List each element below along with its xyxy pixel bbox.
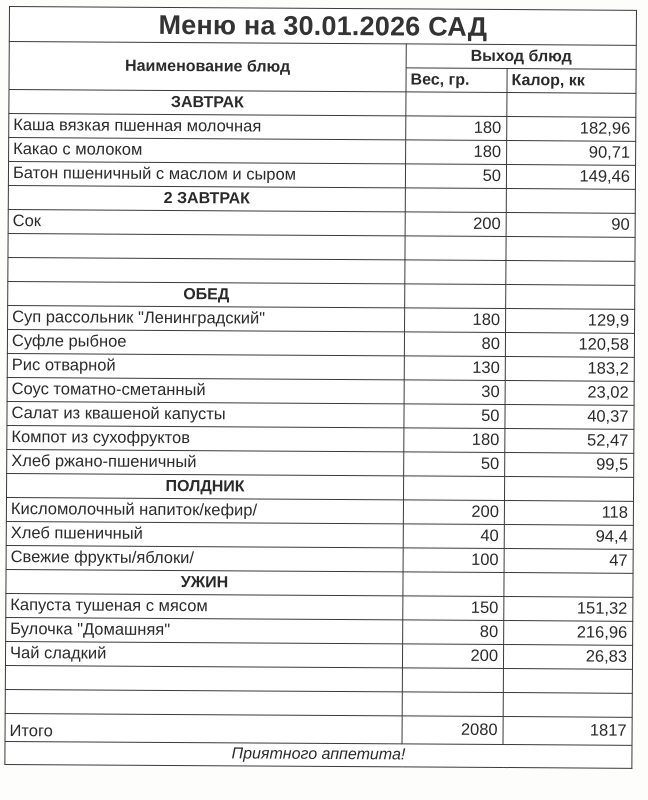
dish-calories: 120,58 <box>505 333 634 358</box>
dish-weight: 50 <box>404 452 505 477</box>
dish-name: Хлеб ржано-пшеничный <box>7 449 404 475</box>
dish-name <box>5 665 402 691</box>
dish-name: Сок <box>8 209 405 235</box>
dish-weight <box>402 692 503 717</box>
dish-weight: 80 <box>403 620 504 645</box>
dish-calories: 23,02 <box>505 381 634 406</box>
dish-weight: 40 <box>403 524 504 549</box>
dish-weight: 180 <box>406 140 507 165</box>
dish-calories <box>503 693 632 718</box>
menu-sheet <box>4 6 636 769</box>
total-weight: 2080 <box>402 716 503 745</box>
section-label: ЗАВТРАК <box>9 90 406 116</box>
dish-weight: 50 <box>404 404 505 429</box>
dish-calories <box>503 669 632 694</box>
dish-name: Какао с молоком <box>9 138 406 164</box>
dish-weight: 180 <box>405 308 506 333</box>
dish-name <box>8 257 405 283</box>
total-label: Итого <box>5 713 402 743</box>
dish-name: Салат из квашеной капусты <box>7 401 404 427</box>
dish-calories: 118 <box>504 501 633 526</box>
dish-name: Булочка "Домашняя" <box>6 617 403 643</box>
dish-name: Рис отварной <box>7 353 404 379</box>
footer-greeting: Приятного аппетита! <box>5 741 632 768</box>
section-label: ОБЕД <box>8 281 405 307</box>
section-label: ПОЛДНИК <box>6 473 403 499</box>
dish-weight: 180 <box>406 116 507 141</box>
dish-weight: 200 <box>405 212 506 237</box>
menu-title: Меню на 30.01.2026 САД <box>9 7 636 46</box>
dish-calories <box>506 237 635 262</box>
dish-calories: 183,2 <box>505 357 634 382</box>
dish-calories: 90 <box>506 213 635 238</box>
total-calories: 1817 <box>503 717 632 746</box>
dish-calories: 52,47 <box>505 429 634 454</box>
dish-calories: 90,71 <box>507 141 636 166</box>
dish-name: Батон пшеничный с маслом и сыром <box>8 162 405 188</box>
dish-name <box>8 233 405 259</box>
dish-weight <box>405 260 506 285</box>
dish-calories: 149,46 <box>506 165 635 190</box>
dish-weight: 180 <box>404 428 505 453</box>
dish-calories: 216,96 <box>504 621 633 646</box>
dish-calories: 47 <box>504 549 633 574</box>
header-output-group: Выход блюд <box>406 44 636 69</box>
section-label: 2 ЗАВТРАК <box>8 185 405 211</box>
dish-name: Чай сладкий <box>5 641 402 667</box>
dish-calories: 26,83 <box>503 645 632 670</box>
dish-name: Суп рассольник "Ленинградский" <box>8 305 405 331</box>
dish-calories: 99,5 <box>505 453 634 478</box>
total-row <box>5 713 632 745</box>
header-dish-name: Наименование блюд <box>9 42 406 92</box>
dish-name: Хлеб пшеничный <box>6 521 403 547</box>
dish-calories: 129,9 <box>506 309 635 334</box>
dish-name: Суфле рыбное <box>7 329 404 355</box>
dish-weight <box>402 668 503 693</box>
section-label: УЖИН <box>6 569 403 595</box>
dish-name: Соус томатно-сметанный <box>7 377 404 403</box>
dish-weight: 80 <box>404 332 505 357</box>
dish-weight: 200 <box>403 500 504 525</box>
dish-weight <box>405 236 506 261</box>
menu-table <box>4 6 637 769</box>
dish-weight: 150 <box>403 596 504 621</box>
dish-weight: 30 <box>404 380 505 405</box>
dish-calories <box>506 261 635 286</box>
header-weight: Вес, гр. <box>406 68 507 93</box>
dish-weight: 100 <box>403 548 504 573</box>
dish-calories: 182,96 <box>507 117 636 142</box>
dish-weight: 200 <box>402 644 503 669</box>
header-calories: Калор, кк <box>507 69 636 94</box>
dish-calories: 94,4 <box>504 525 633 550</box>
dish-weight: 50 <box>405 164 506 189</box>
dish-name: Каша вязкая пшенная молочная <box>9 114 406 140</box>
dish-name: Кисломолочный напиток/кефир/ <box>6 497 403 523</box>
dish-name: Капуста тушеная с мясом <box>6 593 403 619</box>
dish-name: Компот из сухофруктов <box>7 425 404 451</box>
dish-weight: 130 <box>404 356 505 381</box>
dish-name: Свежие фрукты/яблоки/ <box>6 545 403 571</box>
dish-calories: 40,37 <box>505 405 634 430</box>
dish-calories: 151,32 <box>504 597 633 622</box>
dish-name <box>5 689 402 715</box>
